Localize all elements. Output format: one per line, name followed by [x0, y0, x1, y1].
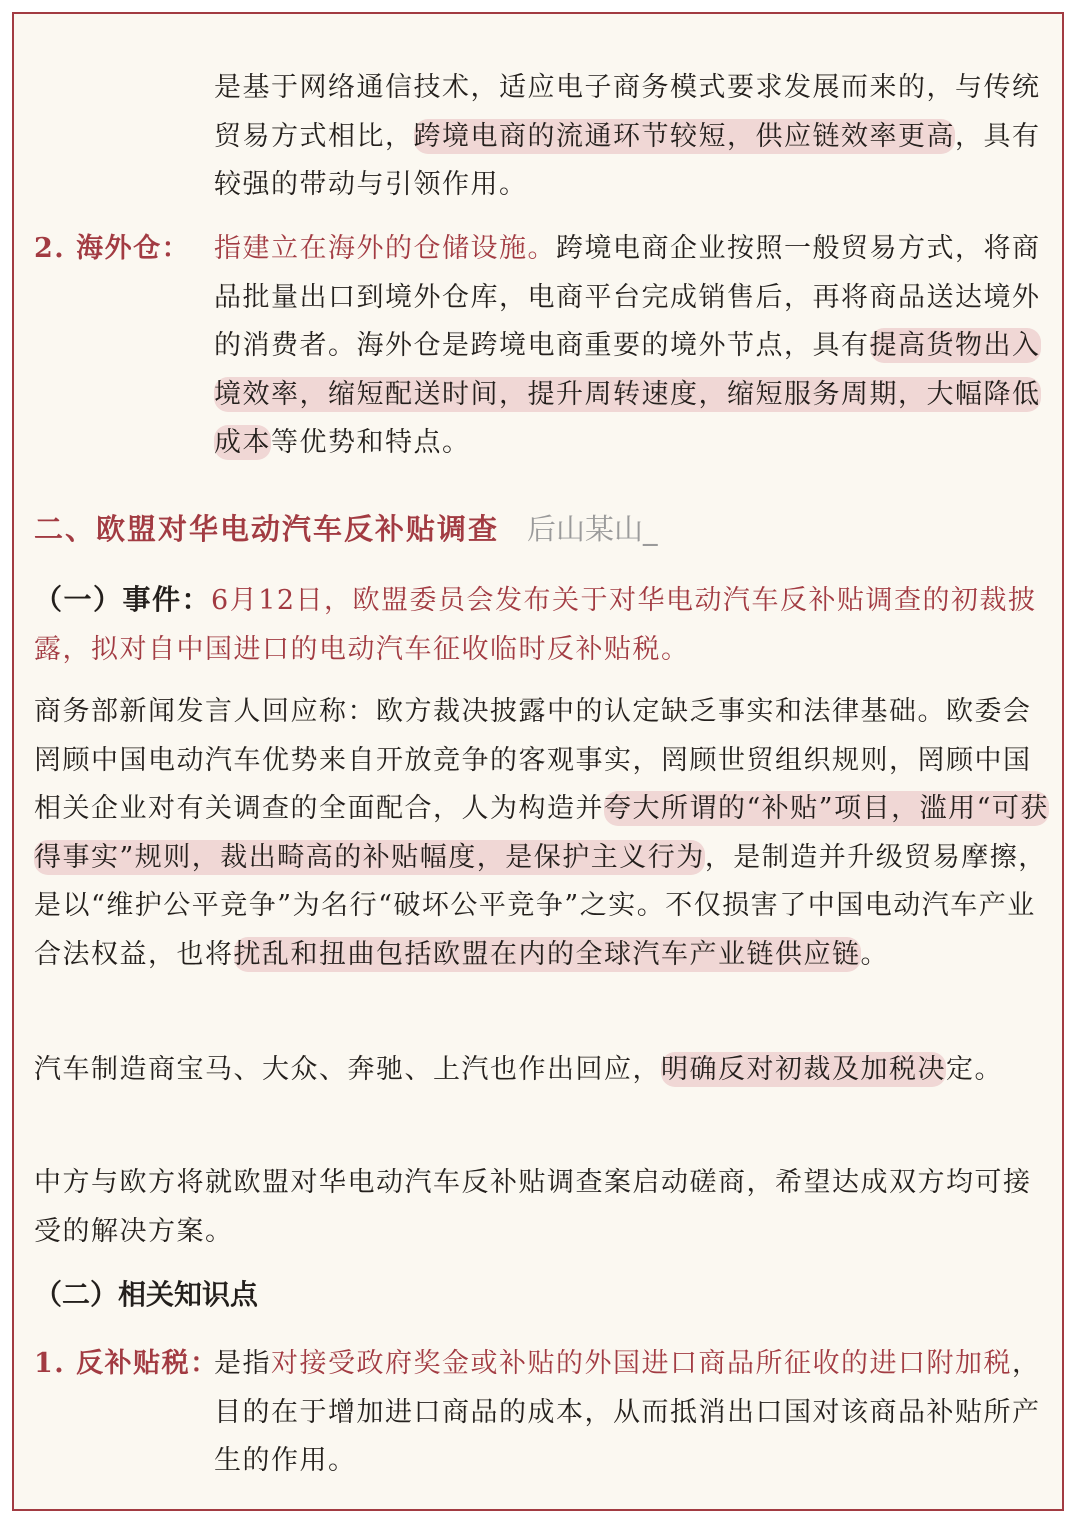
- text-run: 商务部新闻发言人回应称：欧方裁决披露中的认定缺乏事实和法律基础。欧委会罔顾中国电动汽车优势来自开放竞争的客观事实，罔顾世贸组织规则，罔顾中国相关企业对有关调查的全面配合，人为构造并: [34, 696, 1032, 824]
- text-run: 汽车制造商宝马、大众、奔驰、上汽也作出回应，: [34, 1054, 661, 1085]
- item-label-countervailing-duty: 1. 反补贴税：: [34, 1348, 219, 1379]
- text-run: 等优势和特点。: [271, 427, 471, 458]
- red-text-run: 对接受政府奖金或补贴的外国进口商品所征收的进口附加税: [271, 1348, 1012, 1379]
- text-run: 。: [860, 938, 889, 970]
- item-label-overseas-warehouse: 2. 海外仓：: [34, 233, 191, 264]
- text-run: ，是制造并升级贸易摩擦，是以“维护公平竞争”为名行“破坏公平竞争”之实。不仅损害了中国电动汽车产业合法权益，也将: [34, 841, 1047, 970]
- mofcom-response-paragraph: [34, 688, 1056, 979]
- highlight-run: 扰乱和扭曲包括欧盟在内的全球汽车产业链供应链: [233, 938, 861, 970]
- section-title: 二、欧盟对华电动汽车反补贴调查: [34, 512, 500, 546]
- countervailing-duty-definition: [214, 1340, 1054, 1486]
- text-run: 是基于网络通信技术，适应电子商务模式要求发展而来的，与传统贸易方式相比，: [214, 72, 1041, 152]
- document-page: [12, 12, 1064, 1511]
- watermark-text: 后山某山_: [527, 512, 658, 546]
- knowledge-heading: （二）相关知识点: [34, 1278, 259, 1311]
- red-text-run: 指建立在海外的仓储设施。: [214, 233, 556, 264]
- text-run: 是指: [214, 1348, 271, 1379]
- event-label: （一）事件：: [34, 583, 212, 616]
- top-paragraph: [214, 64, 1054, 210]
- section-heading: [34, 506, 658, 552]
- text-run: 跨境电商企业按照一般贸易方式，将商品批量出口到境外仓库，电商平台完成销售后，再将商品送达境外的消费者。海外仓是跨境电商重要的境外节点，具有: [214, 233, 1041, 361]
- text-run: ，具有较强的带动与引领作用。: [214, 120, 1041, 200]
- highlight-run: 跨境电商的流通环节较短，供应链效率更高: [413, 120, 955, 152]
- event-paragraph: [34, 576, 1056, 674]
- text-run: 定。: [946, 1054, 1003, 1085]
- text-run: 中方与欧方将就欧盟对华电动汽车反补贴调查案启动磋商，希望达成双方均可接受的解决方案。: [34, 1167, 1032, 1247]
- highlight-run: 夸大所谓的“补贴”项目，滥用“可获得事实”规则，裁出畸高的补贴幅度，是保护主义行为: [34, 793, 1049, 873]
- overseas-warehouse-definition: [214, 225, 1054, 468]
- highlight-run: 提高货物出入境效率，缩短配送时间，提升周转速度，缩短服务周期，大幅降低成本: [214, 330, 1041, 458]
- highlight-run: 明确反对初裁及加税决: [661, 1054, 946, 1085]
- red-text-run: 6月12日，欧盟委员会发布关于对华电动汽车反补贴调查的初裁披露，拟对自中国进口的电动汽车征收临时反补贴税。: [34, 585, 1037, 665]
- automaker-response-paragraph: [34, 1046, 1056, 1095]
- text-run: ，目的在于增加进口商品的成本，从而抵消出口国对该商品补贴所产生的作用。: [214, 1348, 1041, 1476]
- consultation-paragraph: [34, 1159, 1056, 1256]
